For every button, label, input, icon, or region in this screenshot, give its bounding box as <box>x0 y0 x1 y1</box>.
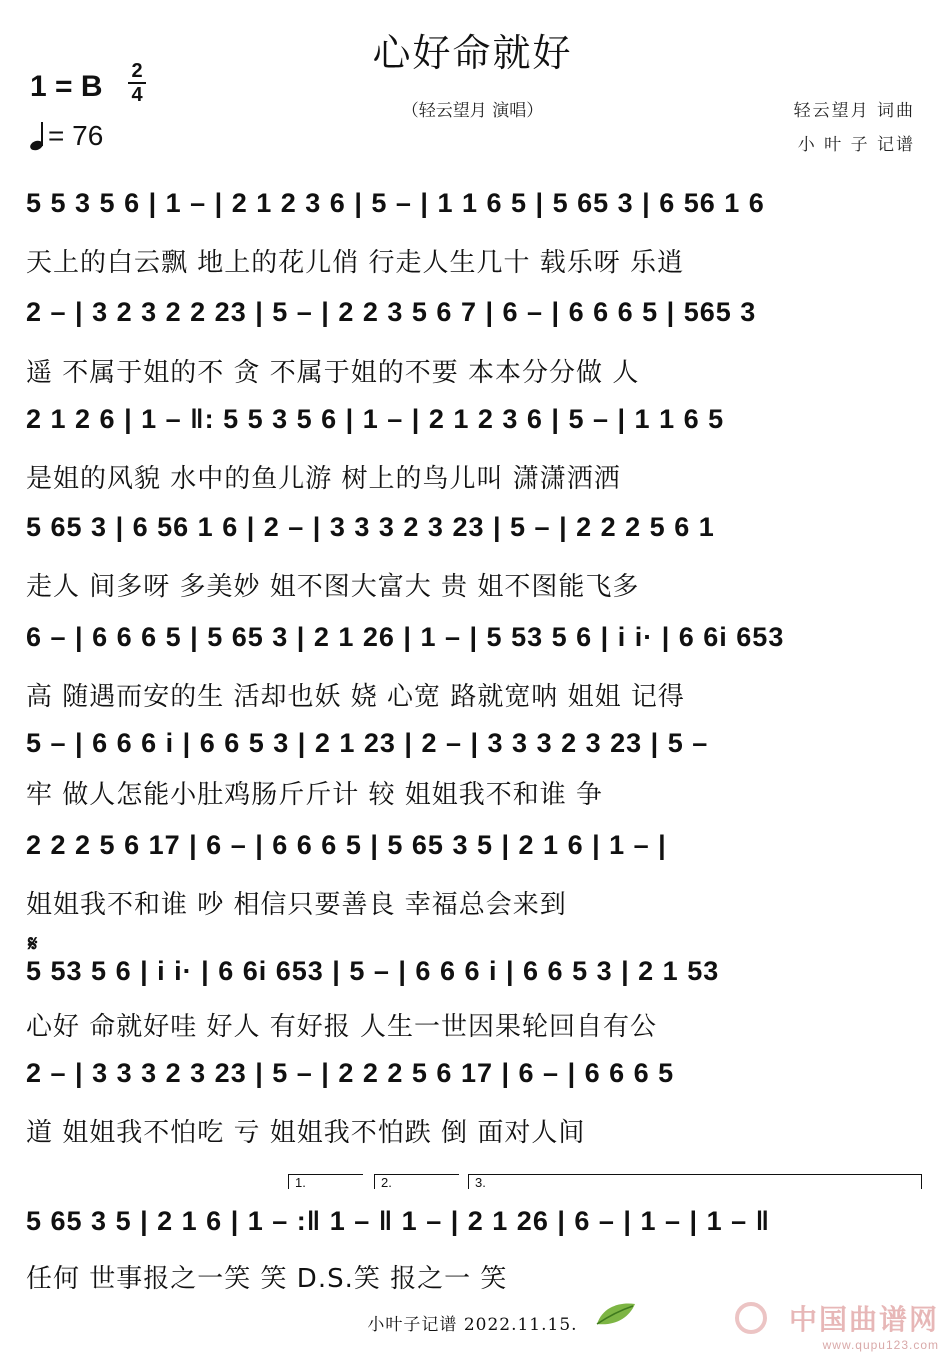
lyrics-line-1: 天上的白云飘 地上的花儿俏 行走人生几十 载乐呀 乐逍 <box>26 248 685 278</box>
volta-2: 2. <box>374 1174 459 1189</box>
notation-line-1: 5 5 3 5 6 | 1 – | 2 1 2 3 6 | 5 – | 1 1 6 5 | 5 65 3 | 6 56 1 6 <box>26 188 765 218</box>
singer-credit: （轻云望月 演唱） <box>401 101 544 121</box>
leaf-icon <box>593 1300 639 1330</box>
lyrics-line-7: 姐姐我不和谁 吵 相信只要善良 幸福总会来到 <box>26 890 567 920</box>
notation-line-5: 6 – | 6 6 6 5 | 5 65 3 | 2 1 26 | 1 – | 5 53 5 6 | i i· | 6 6i 653 <box>26 622 785 652</box>
volta-1: 1. <box>288 1174 363 1189</box>
key-signature: 1 = B <box>30 70 103 103</box>
lyrics-line-3: 是姐的风貌 水中的鱼儿游 树上的鸟儿叫 潇潇洒洒 <box>26 464 621 494</box>
lyrics-line-9: 道 姐姐我不怕吃 亏 姐姐我不怕跌 倒 面对人间 <box>26 1118 586 1148</box>
watermark-logo-icon <box>735 1302 767 1334</box>
notation-line-8: 5 53 5 6 | i i· | 6 6i 653 | 5 – | 6 6 6 i | 6 6 5 3 | 2 1 53 <box>26 956 720 986</box>
lyrics-line-5: 高 随遇而安的生 活却也妖 娆 心宽 路就宽呐 姐姐 记得 <box>26 682 685 712</box>
notation-line-2: 2 – | 3 2 3 2 2 23 | 5 – | 2 2 3 5 6 7 | 6 – | 6 6 6 5 | 565 3 <box>26 297 757 327</box>
time-signature <box>127 60 147 106</box>
volta-3: 3. <box>468 1174 922 1189</box>
watermark <box>789 1298 939 1352</box>
lyrics-line-8: 心好 命就好哇 好人 有好报 人生一世因果轮回自有公 <box>26 1012 658 1042</box>
notation-line-6: 5 – | 6 6 6 i | 6 6 5 3 | 2 1 23 | 2 – | 3 3 3 2 3 23 | 5 – <box>26 728 709 758</box>
notation-line-4: 5 65 3 | 6 56 1 6 | 2 – | 3 3 3 2 3 23 | 5 – | 2 2 2 5 6 1 <box>26 512 715 542</box>
tempo-marking <box>30 120 103 152</box>
tempo-value: = 76 <box>48 120 104 151</box>
notation-line-9: 2 – | 3 3 3 2 3 23 | 5 – | 2 2 2 5 6 17 | 6 – | 6 6 6 5 <box>26 1058 675 1088</box>
lyrics-line-6: 牢 做人怎能小肚鸡肠斤斤计 较 姐姐我不和谁 争 <box>26 780 604 810</box>
notation-line-7: 2 2 2 5 6 17 | 6 – | 6 6 6 5 | 5 65 3 5 | 2 1 6 | 1 – | <box>26 830 667 860</box>
lyrics-line-2: 遥 不属于姐的不 贪 不属于姐的不要 本本分分做 人 <box>26 358 640 388</box>
song-title: 心好命就好 <box>372 31 573 75</box>
lyrics-line-4: 走人 间多呀 多美妙 姐不图大富大 贵 姐不图能飞多 <box>26 572 640 602</box>
segno-sign: 𝄋 <box>28 932 38 957</box>
notation-line-10: 5 65 3 5 | 2 1 6 | 1 – :‖ 1 – ‖ 1 – | 2 1 26 | 6 – | 1 – | 1 – ‖ <box>26 1206 771 1236</box>
watermark-name: 中国曲谱网 <box>788 1303 939 1336</box>
notation-line-3: 2 1 2 6 | 1 – ‖: 5 5 3 5 6 | 1 – | 2 1 2 3 6 | 5 – | 1 1 6 5 <box>26 404 725 434</box>
transcription-date: 小叶子记谱 2022.11.15. <box>367 1315 578 1335</box>
watermark-url: www.qupu123.com <box>822 1338 939 1352</box>
quarter-note-icon <box>30 122 48 152</box>
lyricist-credit: 轻云望月 词曲 <box>793 101 915 121</box>
time-signature-bottom: 4 <box>131 84 143 106</box>
time-signature-top: 2 <box>131 60 143 82</box>
transcriber-credit: 小 叶 子 记谱 <box>797 135 915 155</box>
lyrics-line-10: 任何 世事报之一笑 笑 D.S.笑 报之一 笑 <box>26 1264 508 1294</box>
